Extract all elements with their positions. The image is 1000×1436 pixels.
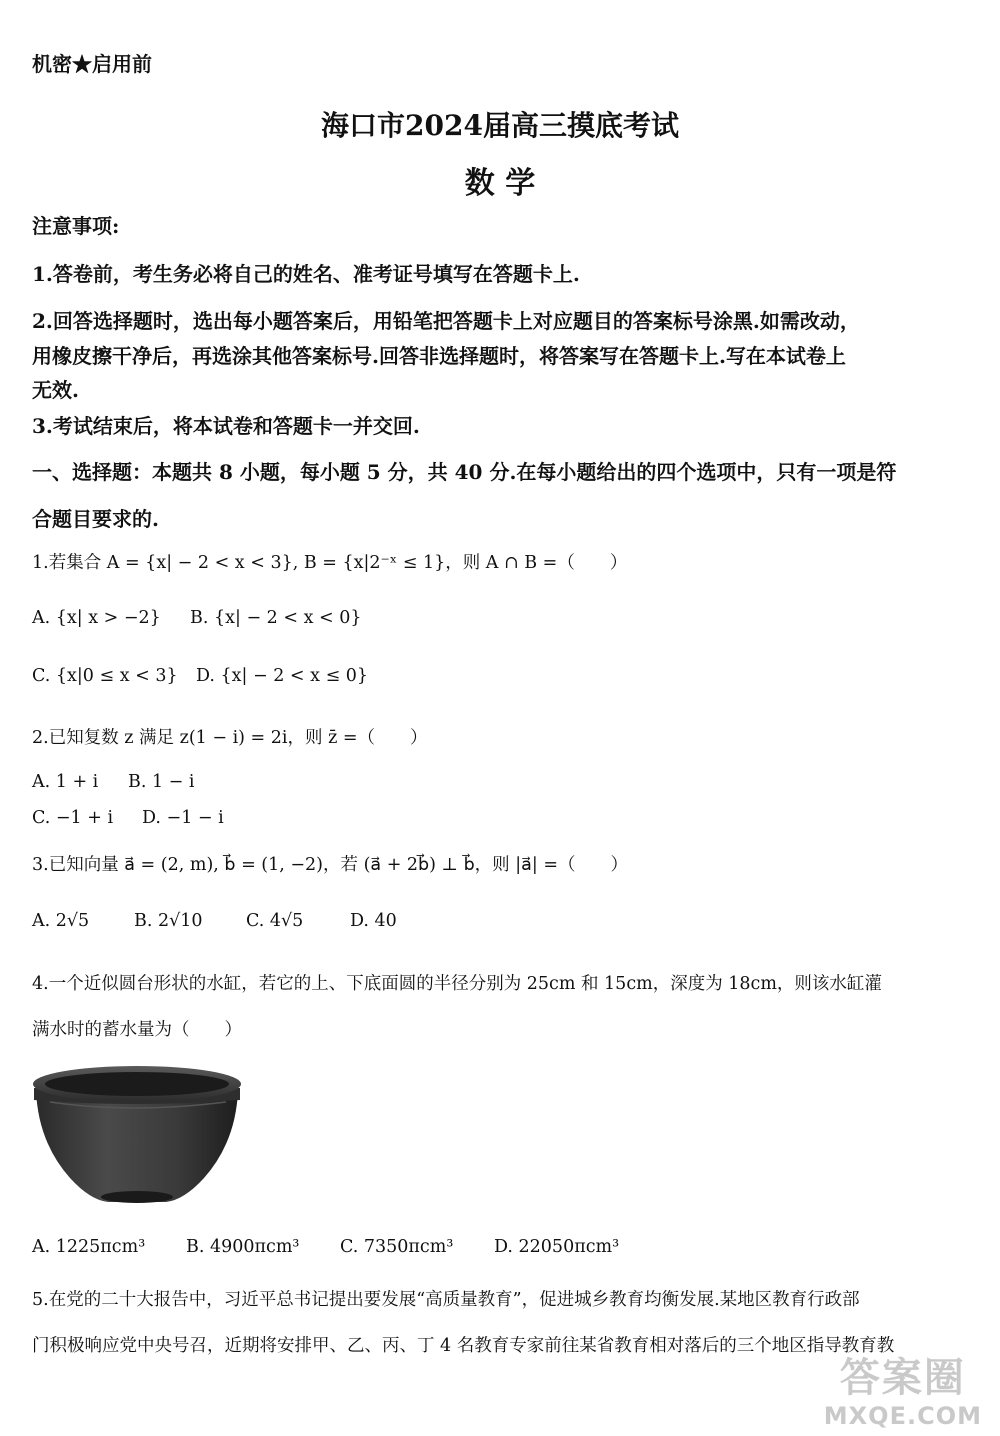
option: A. 1225πcm³ [32,1237,146,1257]
note-item: 1.答卷前，考生务必将自己的姓名、准考证号填写在答题卡上. [32,262,580,286]
option: C. 7350πcm³ [340,1237,454,1257]
confidential-label: 机密★启用前 [32,52,152,76]
watermark-site: MXQE.COM [823,1402,982,1430]
option: D. 40 [350,911,397,931]
section-heading: 一、选择题：本题共 8 小题，每小题 5 分，共 40 分.在每小题给出的四个选项中，只有一项是符 [32,460,897,484]
watermark-logo: 答案圈 [839,1355,966,1401]
option: A. {x| x > −2} [32,608,161,628]
water-vat-image [30,1062,244,1212]
section-heading: 合题目要求的. [32,507,159,531]
watermark [823,1355,982,1430]
option: A. 1 + i [32,772,99,792]
option: C. {x|0 ≤ x < 3} [32,666,178,686]
question-stem: 满水时的蓄水量为（ ） [32,1020,242,1040]
question-stem: 2.已知复数 z 满足 z(1 − i) = 2i，则 z̄ =（ ） [32,728,428,748]
exam-title: 海口市2024届高三摸底考试 [321,109,679,142]
note-item: 无效. [32,378,79,402]
option: A. 2√5 [32,911,90,931]
question-stem: 3.已知向量 a⃗ = (2, m), b⃗ = (1, −2)，若 (a⃗ + 2b⃗) ⊥ b⃗，则 |a⃗| =（ ） [32,855,628,875]
question-stem: 1.若集合 A = {x| − 2 < x < 3}, B = {x|2⁻ˣ ≤ 1}，则 A ∩ B =（ ） [32,553,628,573]
subject-title: 数 学 [464,166,536,201]
option: D. {x| − 2 < x ≤ 0} [196,666,369,686]
question-stem: 4.一个近似圆台形状的水缸，若它的上、下底面圆的半径分别为 25cm 和 15cm，深度为 18cm，则该水缸灌 [32,974,882,994]
option: B. 1 − i [128,772,195,792]
option: C. 4√5 [246,911,304,931]
notes-heading: 注意事项: [32,214,120,238]
option: D. −1 − i [142,808,224,828]
question-stem: 5.在党的二十大报告中，习近平总书记提出要发展“高质量教育”，促进城乡教育均衡发展.某地区教育行政部 [32,1290,860,1310]
note-item: 3.考试结束后，将本试卷和答题卡一并交回. [32,414,420,438]
question-stem: 门积极响应党中央号召，近期将安排甲、乙、丙、丁 4 名教育专家前往某省教育相对落后的三个地区指导教育教 [32,1336,895,1356]
option: C. −1 + i [32,808,114,828]
note-item: 用橡皮擦干净后，再选涂其他答案标号.回答非选择题时，将答案写在答题卡上.写在本试卷上 [32,344,846,368]
option: D. 22050πcm³ [494,1237,620,1257]
option: B. {x| − 2 < x < 0} [190,608,362,628]
note-item: 2.回答选择题时，选出每小题答案后，用铅笔把答题卡上对应题目的答案标号涂黑.如需改动， [32,309,860,333]
option: B. 4900πcm³ [186,1237,300,1257]
option: B. 2√10 [134,911,203,931]
